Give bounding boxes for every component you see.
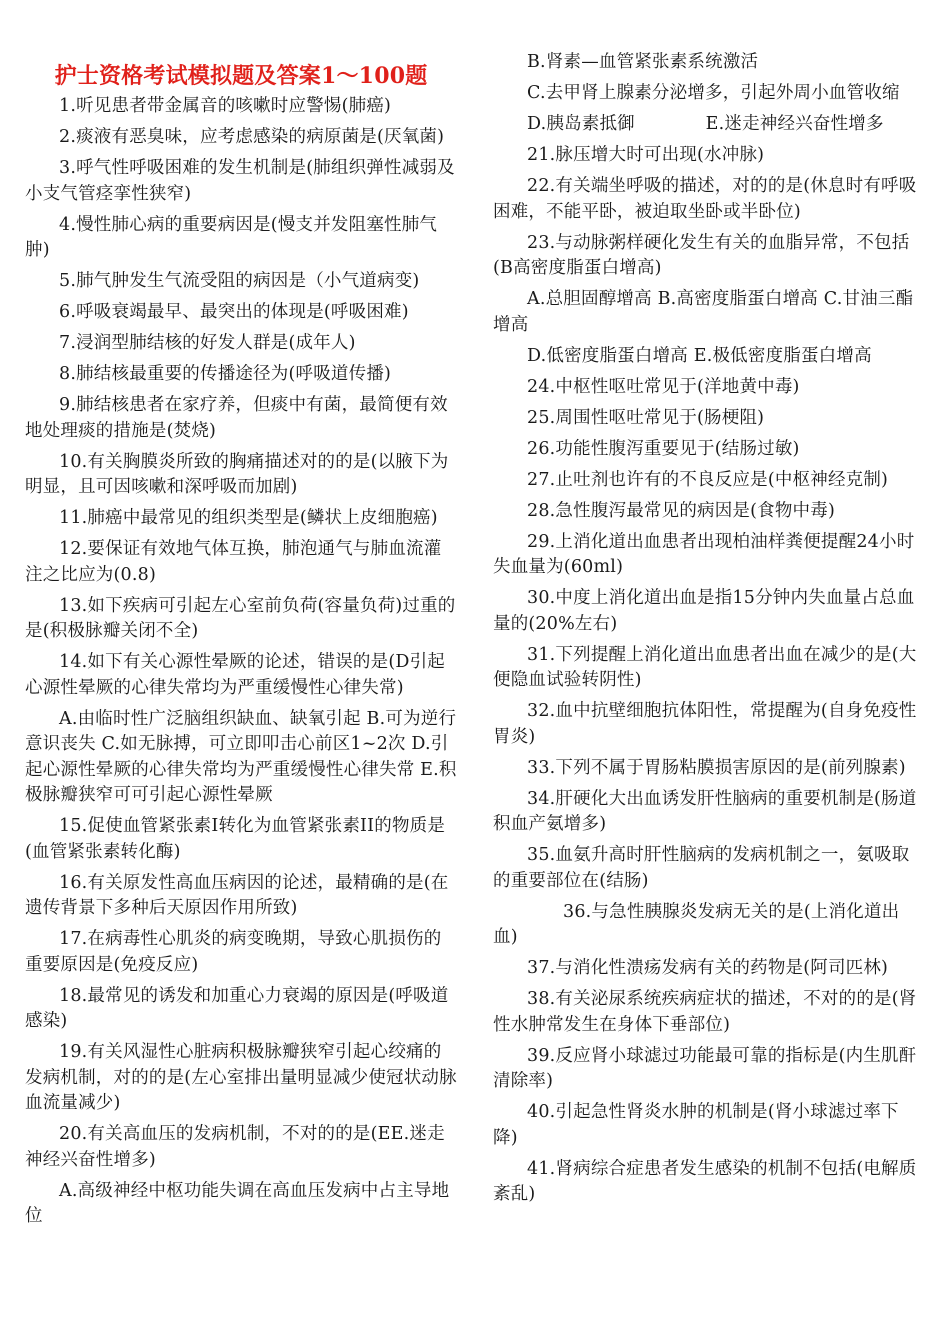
question-28: 28.急性腹泻最常见的病因是(食物中毒)	[527, 500, 835, 521]
question-13: 13.如下疾病可引起左心室前负荷(容量负荷)过重的是(积极脉瓣关闭不全)	[25, 595, 456, 641]
question-3: 3.呼气性呼吸困难的发生机制是(肺组织弹性减弱及小支气管痉挛性狭窄)	[25, 158, 455, 204]
question-2: 2.痰液有恶臭味，应考虑感染的病原菌是(厌氧菌)	[59, 127, 445, 147]
question-38: 38.有关泌尿系统疾病症状的描述，不对的的是(肾性水肿常发生在身体下垂部位)	[493, 989, 917, 1035]
question-31: 31.下列提醒上消化道出血患者出血在减少的是(大便隐血试验转阴性)	[493, 644, 917, 690]
page-title: 护士资格考试模拟题及答案1～100题	[54, 63, 428, 89]
question-20-option-de: D.胰岛素抵御 E.迷走神经兴奋性增多	[527, 114, 884, 134]
question-32: 32.血中抗壁细胞抗体阳性，常提醒为(自身免疫性胃炎)	[493, 701, 917, 747]
question-23-options-de: D.低密度脂蛋白增高 E.极低密度脂蛋白增高	[527, 345, 872, 366]
question-37: 37.与消化性溃疡发病有关的药物是(阿司匹林)	[527, 958, 889, 978]
question-7: 7.浸润型肺结核的好发人群是(成年人)	[59, 333, 356, 353]
question-6: 6.呼吸衰竭最早、最突出的体现是(呼吸困难)	[59, 302, 409, 322]
question-1: 1.听见患者带金属音的咳嗽时应警惕(肺癌)	[59, 96, 392, 116]
question-34: 34.肝硬化大出血诱发肝性脑病的重要机制是(肠道积血产氨增多)	[493, 788, 917, 834]
question-11: 11.肺癌中最常见的组织类型是(鳞状上皮细胞癌)	[59, 508, 438, 528]
question-9: 9.肺结核患者在家疗养，但痰中有菌，最简便有效地处理痰的措施是(焚烧)	[25, 395, 448, 441]
question-24: 24.中枢性呕吐常见于(洋地黄中毒)	[527, 376, 800, 397]
question-8: 8.肺结核最重要的传播途径为(呼吸道传播)	[59, 364, 392, 384]
question-20-option-c: C.去甲肾上腺素分泌增多，引起外周小血管收缩	[527, 83, 900, 103]
question-19: 19.有关风湿性心脏病积极脉瓣狭窄引起心绞痛的发病机制，对的的是(左心室排出量明显减少使冠状动脉血流量减少)	[25, 1042, 457, 1113]
question-40: 40.引起急性肾炎水肿的机制是(肾小球滤过率下降)	[493, 1102, 899, 1148]
question-35: 35.血氨升高时肝性脑病的发病机制之一，氨吸取的重要部位在(结肠)	[493, 845, 910, 891]
question-29: 29.上消化道出血患者出现柏油样粪便提醒24小时失血量为(60ml)	[493, 531, 915, 577]
question-22: 22.有关端坐呼吸的描述，对的的是(休息时有呼吸困难，不能平卧，被迫取坐卧或半卧位)	[493, 176, 917, 222]
question-14: 14.如下有关心源性晕厥的论述，错误的是(D引起心源性晕厥的心律失常均为严重缓慢性心律失常)	[25, 652, 445, 698]
question-36: 36.与急性胰腺炎发病无关的是(上消化道出血)	[493, 901, 900, 947]
question-10: 10.有关胸膜炎所致的胸痛描述对的的是(以腋下为明显，且可因咳嗽和深呼吸而加剧)	[25, 451, 449, 497]
question-18: 18.最常见的诱发和加重心力衰竭的原因是(呼吸道感染)	[25, 985, 449, 1031]
question-25: 25.周围性呕吐常见于(肠梗阻)	[527, 407, 765, 428]
question-26: 26.功能性腹泻重要见于(结肠过敏)	[527, 438, 800, 459]
question-16: 16.有关原发性高血压病因的论述，最精确的是(在遗传背景下多种后天原因作用所致)	[25, 872, 449, 918]
question-21: 21.脉压增大时可出现(水冲脉)	[527, 145, 765, 165]
question-15: 15.促使血管紧张素I转化为血管紧张素II的物质是(血管紧张素转化酶)	[25, 816, 446, 862]
question-20: 20.有关高血压的发病机制，不对的的是(EE.迷走神经兴奋性增多)	[25, 1124, 445, 1170]
question-17: 17.在病毒性心肌炎的病变晚期，导致心肌损伤的重要原因是(免疫反应)	[25, 929, 442, 975]
question-30: 30.中度上消化道出血是指15分钟内失血量占总血量的(20%左右)	[493, 588, 915, 634]
question-14-options: A.由临时性广泛脑组织缺血、缺氧引起 B.可为逆行意识丧失 C.如无脉搏，可立即叩击心前区1~2次 D.引起心源性晕厥的心律失常均为严重缓慢性心律失常 E.积极脉瓣狭窄可可引起心源性晕厥	[25, 708, 457, 805]
question-5: 5.肺气肿发生气流受阻的病因是（小气道病变)	[59, 271, 420, 291]
question-41: 41.肾病综合症患者发生感染的机制不包括(电解质紊乱)	[493, 1158, 917, 1204]
question-20-option-a: A.高级神经中枢功能失调在高血压发病中占主导地位	[25, 1180, 450, 1226]
question-27: 27.止吐剂也许有的不良反应是(中枢神经克制)	[527, 469, 889, 490]
question-23: 23.与动脉粥样硬化发生有关的血脂异常，不包括(B高密度脂蛋白增高)	[493, 232, 910, 278]
question-20-option-b: B.肾素—血管紧张素系统激活	[527, 52, 759, 72]
question-12: 12.要保证有效地气体互换，肺泡通气与肺血流灌注之比应为(0.8)	[25, 539, 442, 585]
question-39: 39.反应肾小球滤过功能最可靠的指标是(内生肌酐清除率)	[493, 1045, 917, 1091]
question-4: 4.慢性肺心病的重要病因是(慢支并发阻塞性肺气肿)	[25, 214, 438, 260]
right-column	[493, 0, 921, 1213]
question-33: 33.下列不属于胃肠粘膜损害原因的是(前列腺素)	[527, 757, 906, 778]
question-23-options-abc: A.总胆固醇增高 B.高密度脂蛋白增高 C.甘油三酯增高	[493, 289, 914, 335]
left-column	[25, 0, 457, 1235]
